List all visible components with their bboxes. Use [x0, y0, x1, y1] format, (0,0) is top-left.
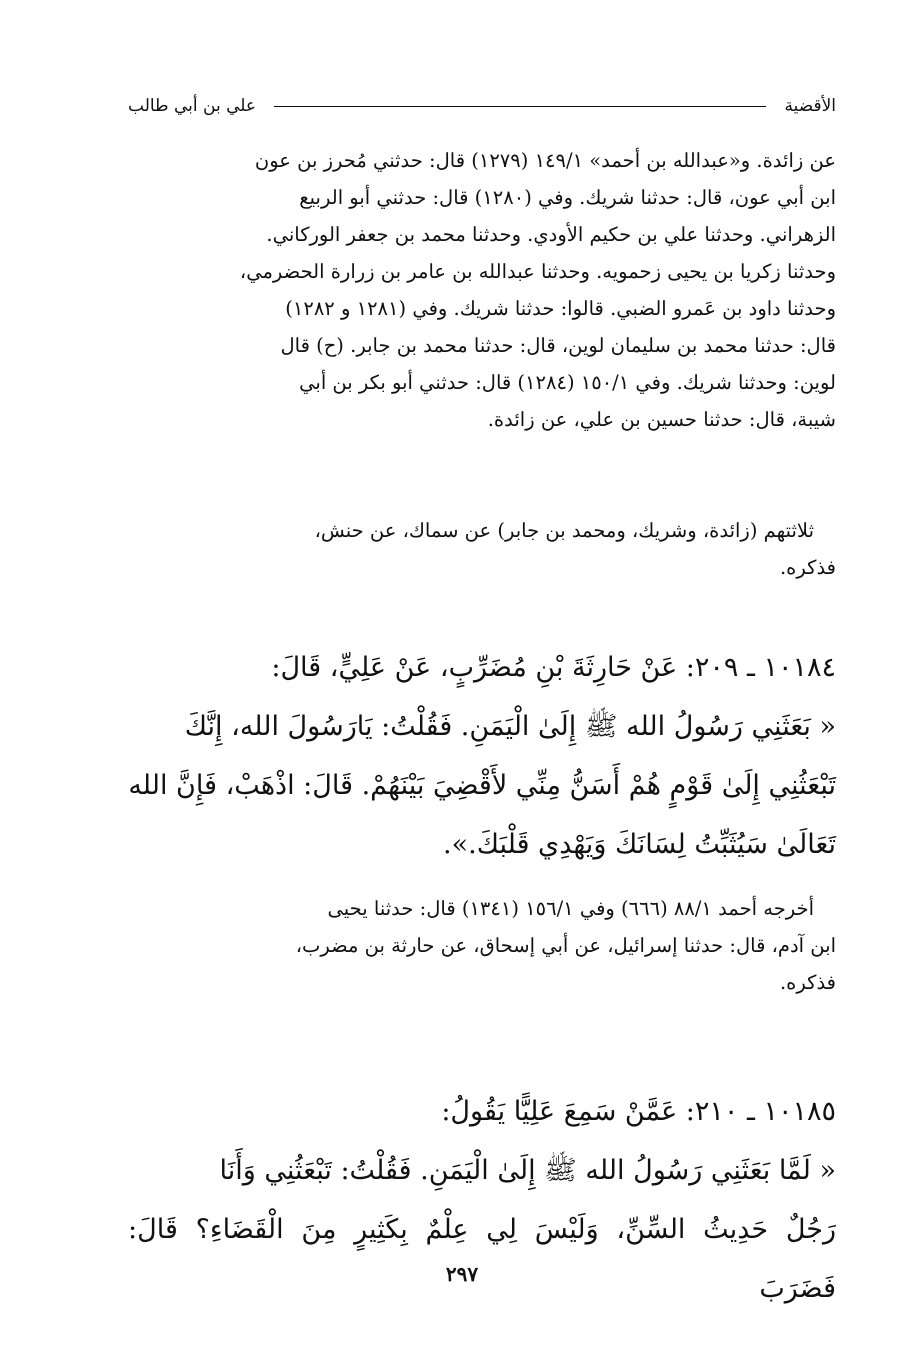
header-rule	[274, 106, 766, 107]
hadith-text-line: تَبْعَثُنِي إِلَىٰ قَوْمٍ هُمْ أَسَنُّ مِنِّي لأَقْضِيَ بَيْنَهُمْ. قَالَ: اذْهَبْ، فَإِنَّ الله	[128, 770, 836, 801]
text-line: الزهراني. وحدثنا علي بن حكيم الأودي. وحدثنا محمد بن جعفر الوركاني.	[266, 223, 836, 246]
commentary-block-2	[128, 512, 836, 586]
hadith-heading: ١٠١٨٤ ـ ٢٠٩: عَنْ حَارِثَةَ بْنِ مُضَرِّبٍ، عَنْ عَلِيٍّ، قَالَ:	[271, 652, 836, 683]
hadith-text-line: « لَمَّا بَعَثَنِي رَسُولُ الله ﷺ إِلَىٰ الْيَمَنِ. فَقُلْتُ: تَبْعَثُنِي وَأَنَا	[219, 1155, 836, 1186]
hadith-text-line: « بَعَثَنِي رَسُولُ الله ﷺ إِلَىٰ الْيَمَنِ. فَقُلْتُ: يَارَسُولَ الله، إِنَّكَ	[184, 711, 836, 742]
commentary-block-3	[128, 890, 836, 1001]
running-header	[128, 92, 836, 120]
text-line: وحدثنا زكريا بن يحيى زحمويه. وحدثنا عبدالله بن عامر بن زرارة الحضرمي،	[239, 260, 836, 283]
text-line: فذكره.	[779, 556, 836, 579]
commentary-block-1	[128, 142, 836, 438]
text-line: أخرجه أحمد ٨٨/١ (٦٦٦) وفي ١٥٦/١ (١٣٤١) قال: حدثنا يحيى	[327, 897, 814, 920]
hadith-text-line: رَجُلٌ حَدِيثُ السِّنِّ، وَلَيْسَ لِي عِلْمٌ بِكَثِيرٍ مِنَ الْقَضَاءِ؟ قَالَ: فَضَرَبَ	[128, 1214, 836, 1304]
hadith-heading: ١٠١٨٥ ـ ٢١٠: عَمَّنْ سَمِعَ عَلِيًّا يَقُولُ:	[441, 1096, 836, 1127]
text-line: ابن آدم، قال: حدثنا إسرائيل، عن أبي إسحاق، عن حارثة بن مضرب،	[295, 934, 836, 957]
page-number: ٢٩٧	[445, 1262, 479, 1286]
text-line: وحدثنا داود بن عَمرو الضبي. قالوا: حدثنا شريك. وفي (١٢٨١ و ١٢٨٢)	[285, 297, 836, 320]
text-line: ثلاثتهم (زائدة، وشريك، ومحمد بن جابر) عن سماك، عن حنش،	[314, 519, 814, 542]
text-line: قال: حدثنا محمد بن سليمان لوين، قال: حدثنا محمد بن جابر. (ح) قال	[280, 334, 836, 357]
text-line: لوين: وحدثنا شريك. وفي ١٥٠/١ (١٢٨٤) قال: حدثني أبو بكر بن أبي	[299, 371, 836, 394]
text-line: شيبة، قال: حدثنا حسين بن علي، عن زائدة.	[487, 408, 836, 431]
text-line: عن زائدة. و«عبدالله بن أحمد» ١٤٩/١ (١٢٧٩) قال: حدثني مُحرز بن عون	[254, 149, 836, 172]
hadith-block-10184	[128, 638, 836, 874]
text-line: ابن أبي عون، قال: حدثنا شريك. وفي (١٢٨٠) قال: حدثني أبو الربيع	[299, 186, 836, 209]
text-line: فذكره.	[779, 971, 836, 994]
header-book-title: علي بن أبي طالب	[128, 96, 257, 116]
hadith-text-line: تَعَالَىٰ سَيُثَبِّتُ لِسَانَكَ وَيَهْدِي قَلْبَكَ.».	[443, 829, 836, 860]
header-chapter-title: الأقضية	[784, 96, 836, 116]
